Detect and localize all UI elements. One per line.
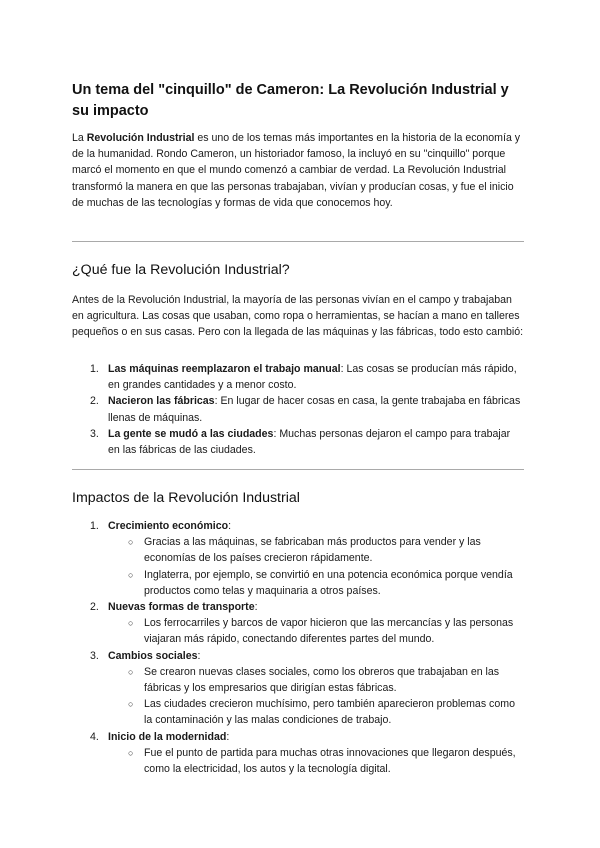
sub-list-text: Gracias a las máquinas, se fabricaban más productos para vender y las economías de los países crecieron rápidamente. bbox=[144, 536, 481, 565]
sub-list-item bbox=[108, 615, 524, 647]
intro-bold-term: Revolución Industrial bbox=[86, 132, 195, 144]
list-item bbox=[72, 648, 524, 729]
sub-list-item bbox=[108, 745, 524, 777]
circle-bullet-icon: ○ bbox=[128, 747, 134, 758]
list-item bbox=[72, 599, 524, 648]
circle-bullet-icon: ○ bbox=[128, 618, 134, 629]
section-heading-que-fue: ¿Qué fue la Revolución Industrial? bbox=[72, 262, 290, 278]
list-number: 3. bbox=[90, 649, 99, 662]
sub-list-item bbox=[108, 696, 524, 728]
list-item-text: : En lugar de hacer cosas en casa, la gente trabajaba en fábricas llenas de máquinas. bbox=[108, 395, 521, 424]
section-heading-impactos: Impactos de la Revolución Industrial bbox=[72, 490, 300, 506]
section2-list bbox=[72, 518, 524, 777]
sub-list-text: Fue el punto de partida para muchas otras innovaciones que llegaron después, como la electricidad, los autos y la tecnología digital. bbox=[144, 746, 516, 776]
list-item-colon: : bbox=[226, 730, 230, 743]
list-item bbox=[72, 426, 524, 458]
list-item-colon: : bbox=[228, 520, 232, 532]
list-item-bold: Nacieron las fábricas bbox=[108, 395, 215, 408]
list-item-bold: Crecimiento económico bbox=[108, 520, 229, 532]
sub-list-text: Se crearon nuevas clases sociales, como los obreros que trabajaban en las fábricas y los empresarios que dirigían estas fábricas. bbox=[144, 665, 500, 695]
list-number: 1. bbox=[90, 363, 99, 375]
circle-bullet-icon: ○ bbox=[128, 666, 134, 677]
list-item-bold: Inicio de la modernidad bbox=[108, 730, 227, 743]
intro-post: es uno de los temas más importantes en la historia de la economía y de la humanidad. Rondo Cameron, un historiador famoso, la incluyó en su "cinquillo" porque marcó el momento en que el mundo comenzó a cambiar de verdad. La Revolución Industrial transformó la manera en que las personas trabajaban, vivían y producían cosas, y fue el inicio de muchas de las tecnologías y formas de vida que conocemos hoy. bbox=[72, 132, 521, 209]
circle-bullet-icon: ○ bbox=[128, 569, 134, 580]
list-item-colon: : bbox=[197, 649, 201, 662]
list-number: 1. bbox=[90, 520, 99, 532]
circle-bullet-icon: ○ bbox=[128, 537, 134, 548]
sub-list bbox=[108, 615, 524, 647]
list-item bbox=[72, 729, 524, 778]
sub-list bbox=[108, 534, 524, 599]
list-item-text: : Muchas personas dejaron el campo para trabajar en las fábricas de las ciudades. bbox=[108, 427, 511, 457]
intro-paragraph bbox=[72, 130, 524, 211]
list-number: 2. bbox=[90, 395, 99, 408]
list-item-bold: Cambios sociales bbox=[108, 649, 198, 662]
list-item-bold: Nuevas formas de transporte bbox=[108, 601, 255, 614]
intro-pre: La bbox=[72, 132, 87, 144]
section-divider bbox=[72, 469, 524, 470]
list-item bbox=[72, 361, 524, 393]
list-item bbox=[72, 518, 524, 599]
sub-list-item bbox=[108, 534, 524, 566]
sub-list-text: Las ciudades crecieron muchísimo, pero también aparecieron problemas como la contaminación y las malas condiciones de trabajo. bbox=[144, 698, 515, 727]
list-number: 2. bbox=[90, 601, 99, 614]
list-number: 3. bbox=[90, 427, 99, 440]
list-item bbox=[72, 393, 524, 425]
sub-list bbox=[108, 664, 524, 729]
sub-list bbox=[108, 745, 524, 777]
section1-list bbox=[72, 361, 524, 458]
list-item-colon: : bbox=[254, 601, 258, 614]
list-number: 4. bbox=[90, 730, 99, 743]
list-item-text: : Las cosas se producían más rápido, en grandes cantidades y a menor costo. bbox=[108, 363, 517, 392]
sub-list-item bbox=[108, 664, 524, 696]
sub-list-text: Inglaterra, por ejemplo, se convirtió en una potencia económica porque vendía productos como telas y maquinaria a otros países. bbox=[144, 568, 513, 597]
circle-bullet-icon: ○ bbox=[128, 699, 134, 710]
section-divider bbox=[72, 241, 524, 242]
sub-list-item bbox=[108, 567, 524, 599]
page-title: Un tema del "cinquillo" de Cameron: La Revolución Industrial y su impacto bbox=[72, 82, 509, 119]
section1-paragraph: Antes de la Revolución Industrial, la mayoría de las personas vivían en el campo y trabajaban en agricultura. Las cosas que usaban, como ropa o herramientas, se hacían a mano en talleres pequeños o en sus casas. Pero con la llegada de las máquinas y las fábricas, todo esto cambió: bbox=[72, 294, 524, 339]
list-item-bold: Las máquinas reemplazaron el trabajo manual bbox=[108, 363, 341, 375]
sub-list-text: Los ferrocarriles y barcos de vapor hicieron que las mercancías y las personas viajaran más rápido, conectando diferentes partes del mundo. bbox=[144, 617, 514, 646]
list-item-bold: La gente se mudó a las ciudades bbox=[108, 427, 274, 440]
